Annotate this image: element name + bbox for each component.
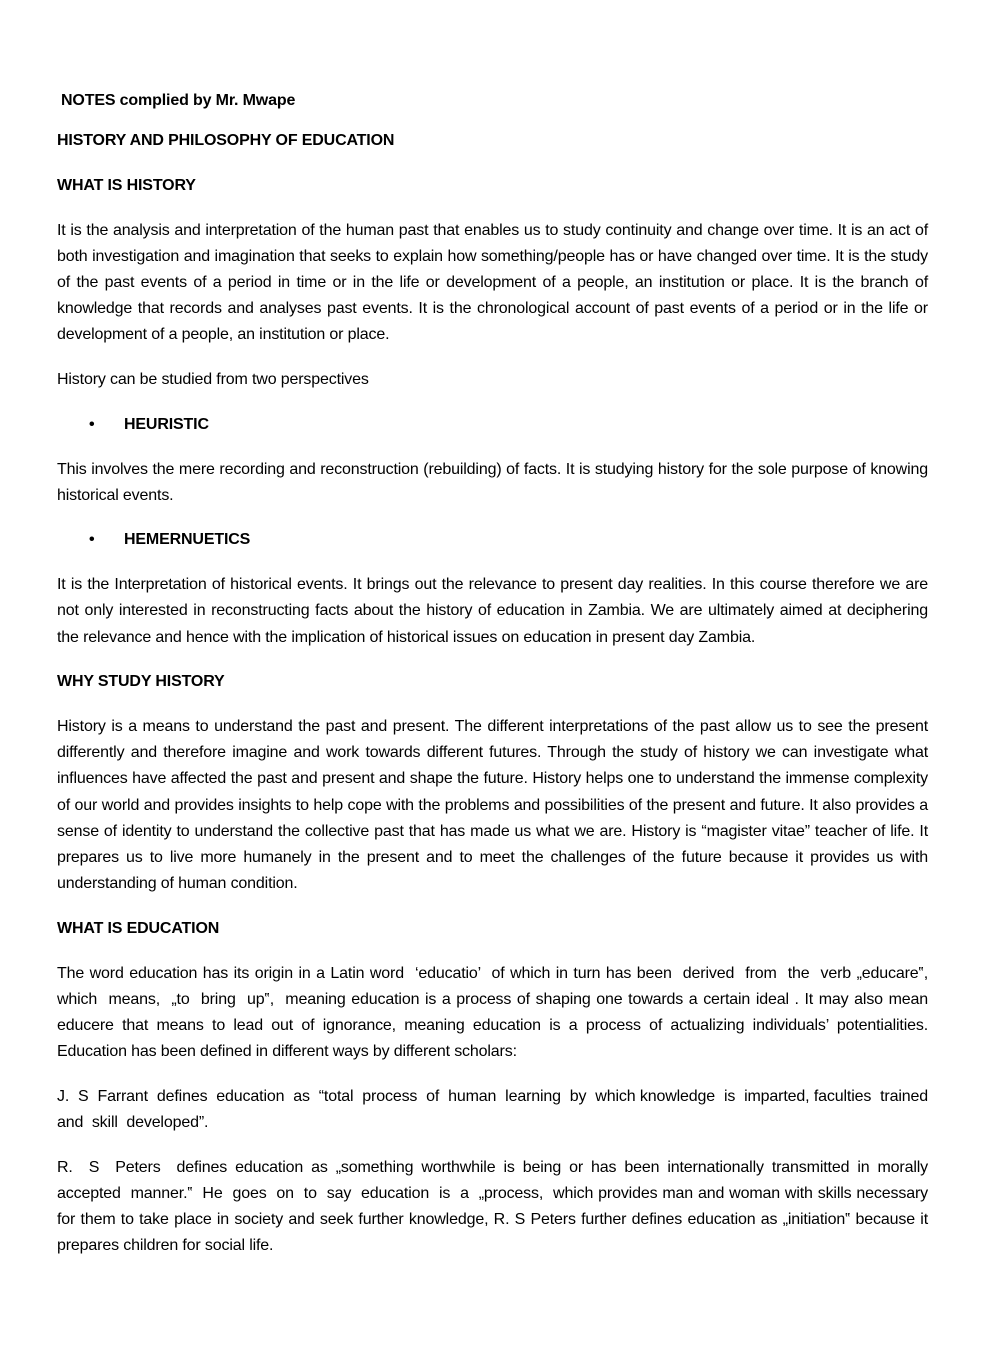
heading-what-is-education: WHAT IS EDUCATION (57, 919, 220, 937)
paragraph-farrant-definition: J. S Farrant defines education as “total process of human learning by which knowledge is imparted, faculties trained and skill developed”. (57, 1087, 937, 1132)
paragraph-why-study-history: History is a means to understand the past and present. The different interpretations of the past allow us to see the present differently and therefore imagine and work towards different futures. Through the study of history we can investigate what influences have affected the past and present and shape the future. History helps one to understand the immense complexity of our world and provides insights to help cope with the problems and possibilities of the present and future. It also provides a sense of identity to understand the collective past that has made us what we are. History is “magister vitae” teacher of life. It prepares us to live more humanely in the present and to meet the challenges of the future because it provides us with understanding of human condition. (57, 717, 928, 893)
paragraph-hermeneutics: It is the Interpretation of historical events. It brings out the relevance to present day realities. In this course therefore we are not only interested in reconstructing facts about the history of education in Zambia. We are ultimately aimed at deciphering the relevance and hence with the implication of historical issues on education in present day Zambia. (57, 576, 928, 646)
bullet-dot-icon: • (89, 531, 95, 549)
bullet-label-heuristic: HEURISTIC (124, 415, 209, 433)
author-line: NOTES complied by Mr. Mwape (61, 92, 296, 109)
document-title: HISTORY AND PHILOSOPHY OF EDUCATION (57, 132, 395, 150)
document-body (57, 88, 937, 1260)
heading-what-is-history: WHAT IS HISTORY (57, 176, 196, 194)
bullet-dot-icon: • (89, 415, 95, 433)
perspectives-intro: History can be studied from two perspectives (57, 371, 369, 389)
bullet-label-hermeneutics: HEMERNUETICS (124, 531, 251, 549)
paragraph-peters-definition: R. S Peters defines education as „something worthwhile is being or has been internationally transmitted in morally accepted manner.‟ He goes on to say education is a „process, which provides man and woman with skills necessary for them to take place in society and seek further knowledge, R. S Peters further defines education as „initiation‟ because it prepares children for social life. (57, 1158, 937, 1255)
paragraph-heuristic: This involves the mere recording and reconstruction (rebuilding) of facts. It is studying history for the sole purpose of knowing historical events. (57, 460, 928, 504)
bullet-heuristic (57, 412, 928, 438)
heading-why-study-history: WHY STUDY HISTORY (57, 673, 225, 691)
paragraph-what-is-history: It is the analysis and interpretation of the human past that enables us to study continuity and change over time. It is an act of both investigation and imagination that seeks to explain how something/people has or have changed over time. It is the study of the past events of a period in time or in the life or development of a people, an institution or place. It is the branch of knowledge that records and analyses past events. It is the chronological account of past events of a period or in the life or development of a people, an institution or place. (57, 221, 928, 344)
bullet-hermeneutics (57, 527, 928, 553)
paragraph-what-is-education: The word education has its origin in a Latin word ‘educatio’ of which in turn has been derived from the verb „educare‟, which means, „to bring up‟, meaning education is a process of shaping one towards a certain ideal . It may also mean educere that means to lead out of ignorance, meaning education is a process of actualizing individuals’ potentialities. Education has been defined in different ways by different scholars: (57, 964, 937, 1061)
